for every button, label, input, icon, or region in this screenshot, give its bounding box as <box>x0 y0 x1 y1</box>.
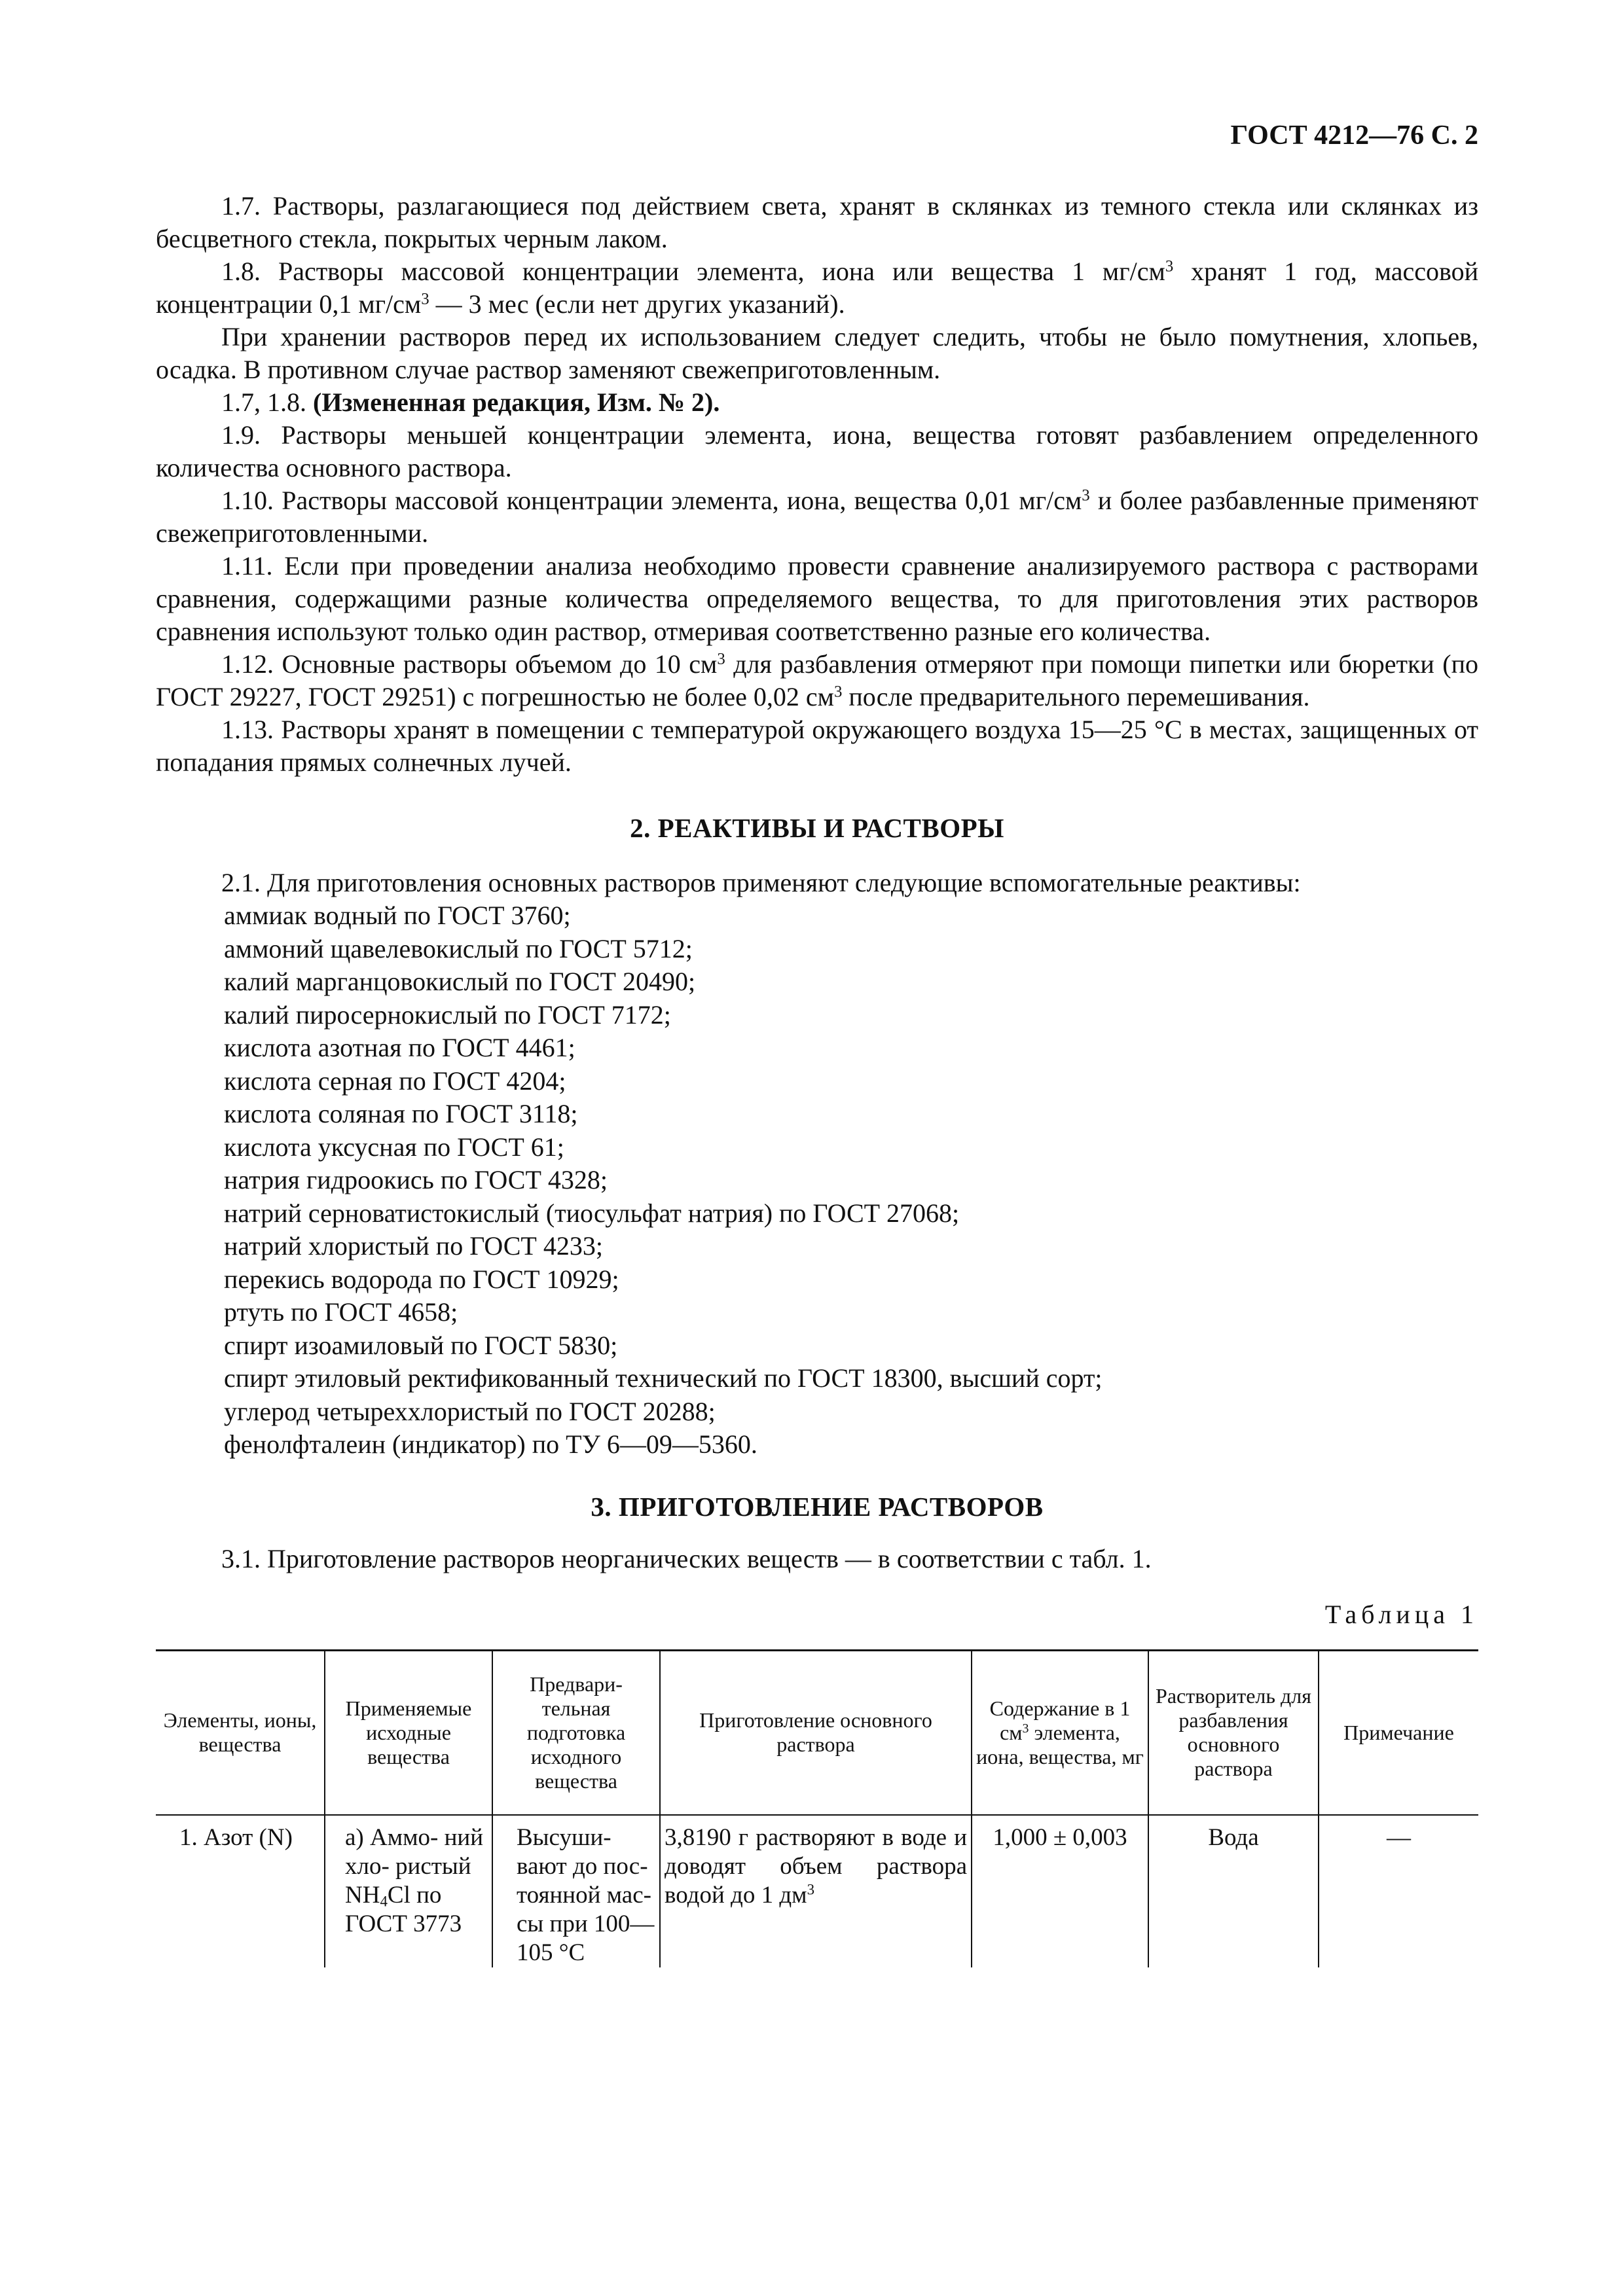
cell-text: Cl по ГОСТ 3773 <box>345 1882 462 1937</box>
paragraph-1-8-text-c: — 3 мес (если нет других указаний). <box>429 289 845 319</box>
superscript-3: 3 <box>807 1881 815 1898</box>
document-body <box>156 190 1478 1967</box>
list-item: калий пиросернокислый по ГОСТ 7172; <box>224 999 671 1030</box>
list-item: кислота серная по ГОСТ 4204; <box>224 1066 566 1096</box>
paragraph-1-12-text-a: 1.12. Основные растворы объемом до 10 см <box>221 649 718 679</box>
cell-text: 1. Азот (N) <box>179 1824 293 1851</box>
running-header: ГОСТ 4212—76 С. 2 <box>1230 120 1478 151</box>
paragraph-1-11: 1.11. Если при проведении анализа необходимо провести сравнение анализируемого раствора с растворами сравнения, содержащими разные количества определяемого вещества, то для приготовления этих растворов сравнения используют только один раствор, отмеривая соответственно разные его количества. <box>156 551 1478 646</box>
cell-text: — <box>1387 1824 1411 1851</box>
list-item: ртуть по ГОСТ 4658; <box>224 1297 458 1327</box>
column-header: Элементы, ионы, вещества <box>156 1650 325 1815</box>
list-item: спирт изоамиловый по ГОСТ 5830; <box>224 1330 618 1360</box>
list-item: перекись водорода по ГОСТ 10929; <box>224 1264 619 1294</box>
list-item: аммоний щавелевокислый по ГОСТ 5712; <box>224 933 693 963</box>
superscript-3: 3 <box>1082 486 1090 505</box>
paragraph-1-9: 1.9. Растворы меньшей концентрации элемента, иона, вещества готовят разбавлением определенного количества основного раствора. <box>156 420 1478 482</box>
table-cell <box>972 1815 1148 1967</box>
cell-text: Высуши- вают до пос- тоянной мас- сы при 100—105 °С <box>517 1824 655 1966</box>
column-header: Применяемые исходные вещества <box>325 1650 492 1815</box>
list-item: натрий серноватистокислый (тиосульфат натрия) по ГОСТ 27068; <box>224 1198 960 1228</box>
list-item: углерод четыреххлористый по ГОСТ 20288; <box>224 1396 716 1426</box>
solutions-table <box>156 1649 1478 1968</box>
reagent-list <box>156 899 1478 1462</box>
superscript-3: 3 <box>1165 257 1174 276</box>
column-header: Приготовление основного раствора <box>660 1650 972 1815</box>
list-item: аммиак водный по ГОСТ 3760; <box>224 901 571 930</box>
cell-text: 1,000 ± 0,003 <box>993 1824 1127 1851</box>
paragraph-1-8-text-b: хранят 1 год, массовой концентрации 0,1 мг/см <box>156 257 1479 319</box>
list-item: фенолфталеин (индикатор) по ТУ 6—09—5360. <box>224 1429 757 1459</box>
paragraph-1-12 <box>156 648 1478 713</box>
table-cell <box>660 1815 972 1967</box>
amendment-ref: 1.7, 1.8. <box>221 387 313 417</box>
paragraph-1-13: 1.13. Растворы хранят в помещении с температурой окружающего воздуха 15—25 °С в местах, защищенных от попадания прямых солнечных лучей. <box>156 715 1478 777</box>
column-header <box>972 1650 1148 1815</box>
section-2-title: 2. РЕАКТИВЫ И РАСТВОРЫ <box>630 813 1004 843</box>
amendment-note: (Измененная редакция, Изм. № 2). <box>313 387 720 417</box>
superscript-3: 3 <box>421 290 429 308</box>
column-header: Растворитель для разбавления основного раствора <box>1148 1650 1319 1815</box>
list-item: калий марганцовокислый по ГОСТ 20490; <box>224 967 696 996</box>
paragraph-1-10-text-b: и более разбавленные применяют свежеприготовленными. <box>156 486 1478 548</box>
paragraph-storage: При хранении растворов перед их использованием следует следить, чтобы не было помутнения, хлопьев, осадка. В противном случае раствор заменяют свежеприготовленным. <box>156 322 1478 384</box>
list-item: кислота азотная по ГОСТ 4461; <box>224 1033 575 1062</box>
paragraph-1-12-text-b: для разбавления отмеряют при помощи пипетки или бюретки (по ГОСТ 29227, ГОСТ 29251) с погрешностью не более 0,02 см <box>156 649 1478 711</box>
column-header: Примечание <box>1319 1650 1478 1815</box>
superscript-3: 3 <box>717 650 725 668</box>
table-header-row <box>156 1650 1478 1815</box>
paragraph-amendment <box>156 386 1478 419</box>
cell-text: Вода <box>1208 1824 1259 1851</box>
paragraph-2-1: 2.1. Для приготовления основных растворов применяют следующие вспомогательные реактивы: <box>221 868 1301 897</box>
superscript-3: 3 <box>833 683 843 701</box>
list-item: кислота соляная по ГОСТ 3118; <box>224 1099 578 1128</box>
cell-text: 3,8190 г растворяют в воде и доводят объем раствора водой до 1 дм <box>665 1824 967 1909</box>
superscript-3: 3 <box>1022 1721 1029 1736</box>
paragraph-1-7: 1.7. Растворы, разлагающиеся под действием света, хранят в склянках из темного стекла или склянках из бесцветного стекла, покрытых черным лаком. <box>156 191 1478 253</box>
paragraph-1-10-text-a: 1.10. Растворы массовой концентрации элемента, иона, вещества 0,01 мг/см <box>221 486 1082 515</box>
column-header-text-a: Содержание в 1 см <box>989 1696 1131 1744</box>
list-item: спирт этиловый ректификованный технический по ГОСТ 18300, высший сорт; <box>224 1363 1103 1393</box>
table-cell <box>156 1815 325 1967</box>
list-item: кислота уксусная по ГОСТ 61; <box>224 1132 564 1162</box>
paragraph-1-12-text-c: после предварительного перемешивания. <box>842 682 1310 711</box>
table-cell <box>1319 1815 1478 1967</box>
table-caption: Таблица 1 <box>1324 1599 1478 1629</box>
cell-text: а) Аммо- ний хло- ристый NH <box>345 1824 484 1909</box>
table-cell <box>492 1815 660 1967</box>
column-header: Предвари- тельная подготовка исходного вещества <box>492 1650 660 1815</box>
list-item: натрия гидроокись по ГОСТ 4328; <box>224 1165 608 1194</box>
paragraph-1-10 <box>156 484 1478 550</box>
section-3-title: 3. ПРИГОТОВЛЕНИЕ РАСТВОРОВ <box>591 1491 1044 1522</box>
paragraph-1-8 <box>156 255 1478 321</box>
list-item: натрий хлористый по ГОСТ 4233; <box>224 1231 603 1261</box>
table-row <box>156 1815 1478 1967</box>
table-cell <box>1148 1815 1319 1967</box>
subscript: 4 <box>380 1893 388 1910</box>
paragraph-3-1: 3.1. Приготовление растворов неорганических веществ — в соответствии с табл. 1. <box>221 1543 1152 1573</box>
column-header-text-b: элемента, иона, вещества, мг <box>976 1720 1144 1768</box>
table-cell <box>325 1815 492 1967</box>
paragraph-1-8-text-a: 1.8. Растворы массовой концентрации элемента, иона или вещества 1 мг/см <box>221 257 1165 286</box>
